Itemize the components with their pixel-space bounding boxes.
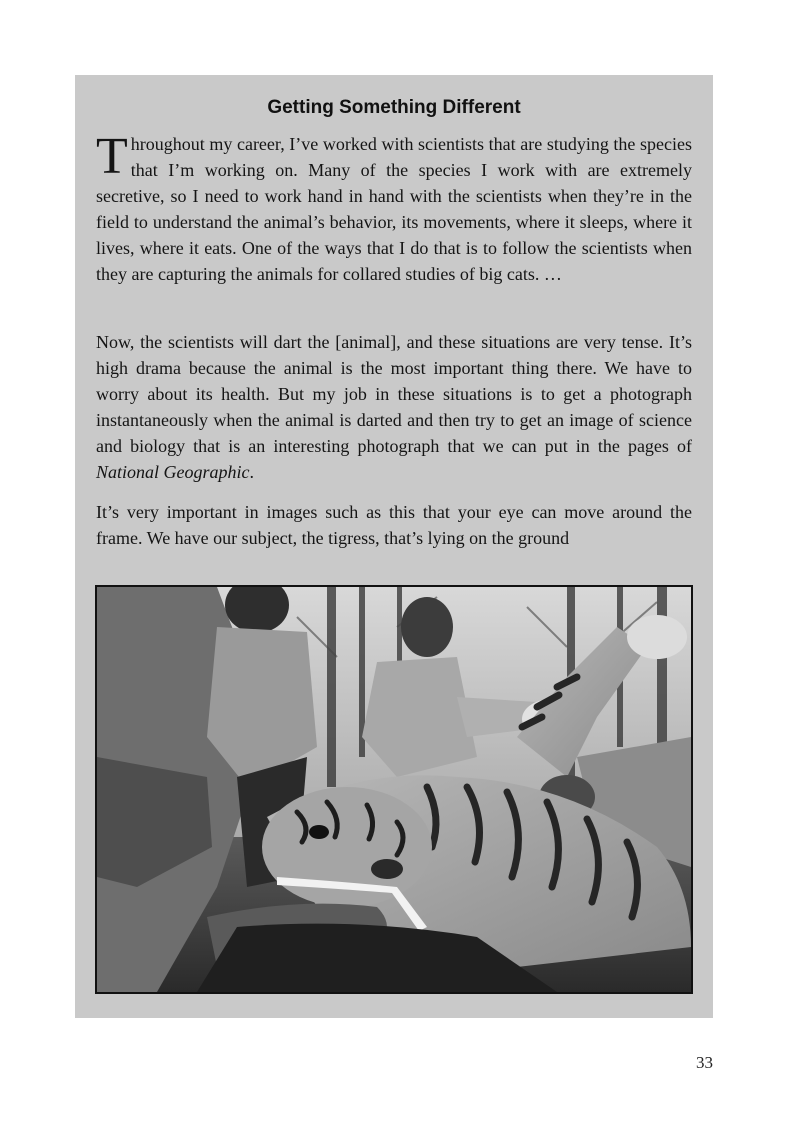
drop-cap: T (96, 128, 128, 185)
sidebar-box (75, 75, 713, 1018)
sidebar-title: Getting Something Different (267, 97, 521, 118)
page-number: 33 (696, 1053, 713, 1072)
paragraph-2-text-after: . (249, 462, 254, 482)
paragraph-3 (96, 499, 692, 551)
tiger-photo (95, 585, 693, 994)
paragraph-2-text-before: Now, the scientists will dart the [animal], and these situations are very tense. It’s high drama because the animal is the most important thing there. We have to worry about its health. But my job in these situations is to get a photograph instantaneously when the animal is darted and then try to get an image of science and biology that is an interesting photograph that we can put in the pages of (96, 332, 692, 456)
paragraph-1 (96, 128, 692, 287)
paragraph-2 (96, 329, 692, 485)
tiger-photo-illustration (97, 587, 691, 992)
magazine-title: National Geographic (96, 462, 250, 482)
paragraph-1-text: hroughout my career, I’ve worked with scientists that are studying the species that I’m working on. Many of the species I work with are extremely secretive, so I need to work hand in hand with the scientists when they’re in the field to understand the animal’s behavior, its movements, where it sleeps, where it lives, where it eats. One of the ways that I do that is to follow the scientists when they are capturing the animals for collared studies of big cats. … (96, 134, 692, 284)
paragraph-3-text: It’s very important in images such as this that your eye can move around the frame. We have our subject, the tigress, that’s lying on the ground (96, 502, 692, 548)
